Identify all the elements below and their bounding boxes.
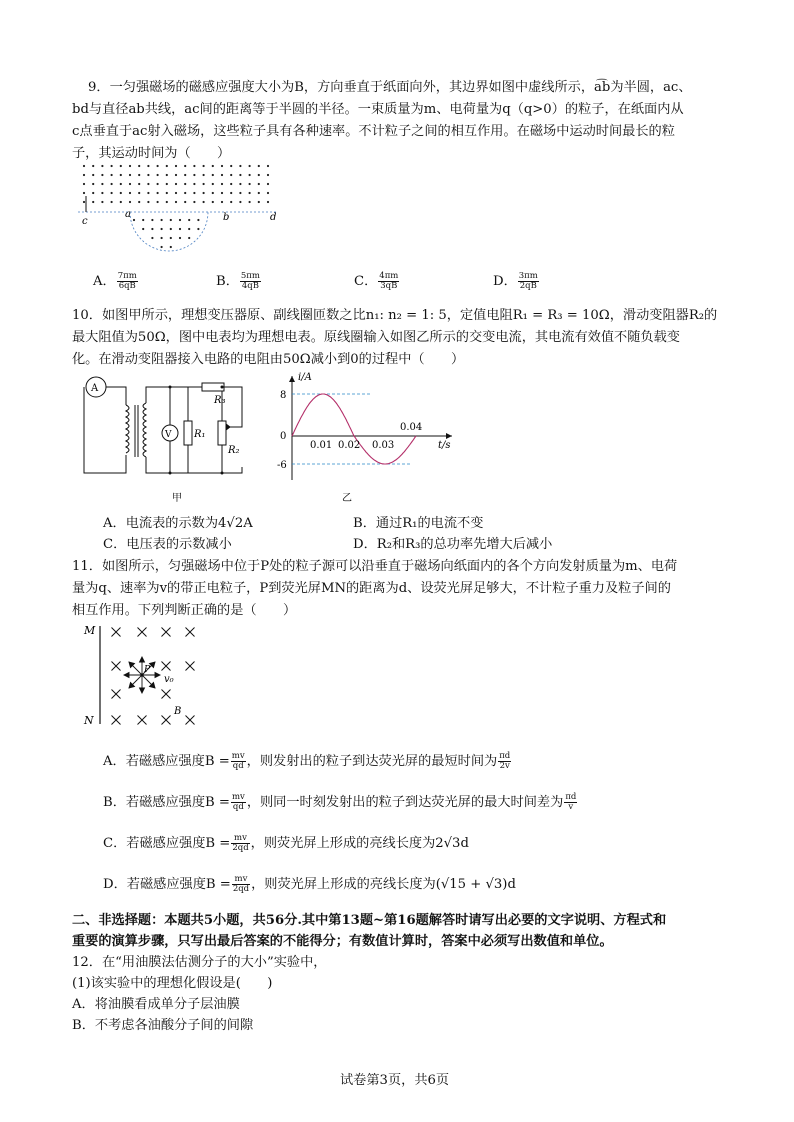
graph-xtick-4: 0.04 [400, 422, 423, 433]
graph-ylabel: i/A [298, 372, 312, 383]
graph-ytick-top: 8 [280, 390, 287, 401]
q10-option-c[interactable]: C．电压表的示数减小 [103, 537, 232, 552]
voltmeter-label: V [165, 430, 172, 440]
q12-line-1: 12．在“用油膜法估测分子的大小”实验中， [72, 955, 327, 970]
graph-xtick-1: 0.01 [310, 440, 333, 451]
q9-label-d: d [270, 212, 277, 223]
q11-option-b[interactable]: B．若磁感应强度B = $\frac{mv}{qd}$ ，则同一时刻发射出的粒子到达荧光屏的最大时间差为 $\frac{\pi d}{v}$ [103, 792, 577, 812]
q9-label-a: a [125, 209, 131, 220]
q11-option-d[interactable]: D．若磁感应强度B = $\frac{mv}{2qd}$ ，则荧光屏上形成的亮线长度为(√15 + √3)d [103, 874, 516, 894]
q11-label-v0: v₀ [164, 674, 174, 685]
graph-xlabel: t/s [438, 440, 451, 451]
q11-label-p: P [144, 665, 151, 675]
q11-line-2: 量为q、速率为v的带正电粒子，P到荧光屏MN的距离为d、设荧光屏足够大，不计粒子重力及粒子间的 [72, 581, 671, 596]
graph-caption: 乙 [342, 493, 352, 504]
q11-option-a[interactable]: A．若磁感应强度B = $\frac{mv}{qd}$ ，则发射出的粒子到达荧光屏的最短时间为 $\frac{\pi d}{2v}$ [103, 751, 511, 771]
q12-line-2: (1)该实验中的理想化假设是( ) [72, 976, 273, 991]
r1-label: R₁ [194, 429, 206, 440]
q9-line-2: bd与直径ab共线，ac间的距离等于半圆的半径。一束质量为m、电荷量为q（q>0）的粒子，在纸面内从 [72, 102, 684, 117]
q9-line-3: c点垂直于ac射入磁场，这些粒子具有各种速率。不计粒子之间的相互作用。在磁场中运动时间最长的粒 [72, 124, 675, 139]
q11-option-c[interactable]: C．若磁感应强度B = $\frac{mv}{2qd}$ ，则荧光屏上形成的亮线长度为2√3d [103, 833, 469, 853]
q10-option-a[interactable]: A．电流表的示数为4√2A [103, 516, 253, 531]
q9-line-4: 子，其运动时间为（ ） [72, 146, 231, 161]
q11-line-3: 相互作用。下列判断正确的是（ ） [72, 603, 297, 618]
q11-label-m: M [84, 624, 96, 637]
r2-label: R₂ [228, 445, 240, 456]
q11-label-n: N [84, 714, 94, 727]
q9-label-b: b [223, 212, 230, 223]
r3-label: R₃ [214, 395, 226, 406]
section2-line-2: 重要的演算步骤，只写出最后答案的不能得分；有数值计算时，答案中必须写出数值和单位。 [72, 934, 613, 949]
q11-figure [82, 620, 212, 730]
q11-label-b: B [174, 706, 182, 717]
graph-xtick-2: 0.02 [338, 440, 361, 451]
q11-line-1: 11．如图所示，匀强磁场中位于P处的粒子源可以沿垂直于磁场向纸面内的各个方向发射质量为m、电荷 [72, 559, 678, 574]
section2-line-1: 二、非选择题：本题共5小题，共56分.其中第13题~第16题解答时请写出必要的文字说明、方程式和 [72, 913, 667, 928]
q9-line-1: 9．一匀强磁场的磁感应强度大小为B，方向垂直于纸面向外，其边界如图中虚线所示，a͡b为半圆，ac、 [88, 80, 692, 95]
q10-line-2: 最大阻值为50Ω，图中电表均为理想电表。原线圈输入如图乙所示的交变电流，其电流有效值不随负载变 [72, 330, 680, 345]
q10-line-1: 10．如图甲所示，理想变压器原、副线圈匝数之比n₁: n₂ = 1: 5，定值电阻R₁ = R₃ = 10Ω，滑动变阻器R₂的 [72, 308, 718, 323]
ammeter-label: A [91, 383, 99, 394]
q10-option-b[interactable]: B．通过R₁的电流不变 [353, 516, 484, 531]
q9-figure [78, 160, 288, 260]
graph-ytick-zero: 0 [280, 431, 287, 442]
q10-option-d[interactable]: D．R₂和R₃的总功率先增大后减小 [353, 537, 553, 552]
q12-option-a[interactable]: A．将油膜看成单分子层油膜 [72, 997, 240, 1012]
q10-line-3: 化。在滑动变阻器接入电路的电阻由50Ω减小到0的过程中（ ） [72, 352, 465, 367]
circuit-caption: 甲 [172, 493, 182, 504]
q9-option-c[interactable]: C． $\frac{4\pi m}{3qB}$ [354, 271, 399, 291]
q9-label-c: c [82, 216, 88, 227]
q12-option-b[interactable]: B．不考虑各油酸分子间的间隙 [72, 1018, 254, 1033]
page-footer: 试卷第3页，共6页 [340, 1073, 450, 1088]
q9-option-d[interactable]: D． $\frac{3\pi m}{2qB}$ [493, 271, 538, 291]
graph-xtick-3: 0.03 [372, 440, 395, 451]
q9-option-b[interactable]: B． $\frac{5\pi m}{4qB}$ [216, 271, 260, 291]
q10-current-graph [272, 368, 472, 508]
graph-ytick-bottom: -6 [277, 460, 287, 471]
q10-circuit [80, 375, 270, 505]
q9-option-a[interactable]: A． $\frac{7\pi m}{6qB}$ [93, 271, 137, 291]
